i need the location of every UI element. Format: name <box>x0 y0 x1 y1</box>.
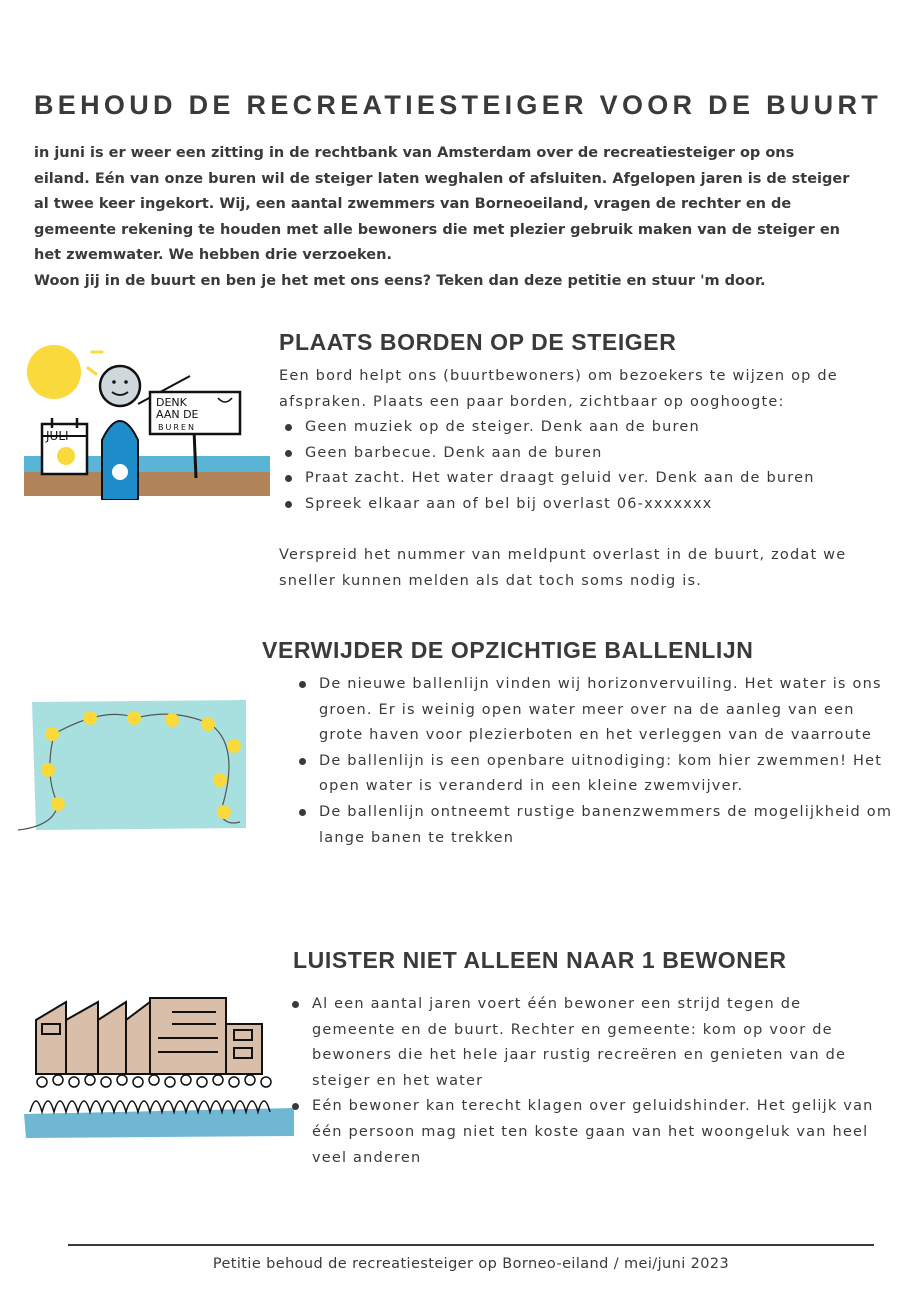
sign-line-3: BUREN <box>158 423 196 432</box>
houses <box>36 998 262 1074</box>
page-title: BEHOUD DE RECREATIESTEIGER VOOR DE BUURT <box>34 90 883 120</box>
intro-paragraph: in juni is er weer een zitting in de rechtbank van Amsterdam over de recreatiesteiger op ons eiland. Eén van onze buren wil de steiger laten weghalen of afsluiten. Afgelopen jaren is de steiger al twee keer ingekort. Wij, een aantal zwemmers van Borneoeiland, vragen de rechter en de gemeente rekening te houden met alle bewoners die met plezier gebruik maken van de steiger en het zwemwater. We hebben drie verzoeken. <box>34 145 850 264</box>
section3-body <box>286 992 886 1171</box>
intro-call-to-action: Woon jij in de buurt en ben je het met ons eens? Teken dan deze petitie en stuur 'm door. <box>34 272 766 289</box>
steiger-sign-illustration <box>22 340 272 500</box>
section1-title: PLAATS BORDEN OP DE STEIGER <box>279 329 677 355</box>
sun-icon <box>27 345 81 399</box>
section1-outro: Verspreid het nummer van meldpunt overlast in de buurt, zodat we sneller kunnen melden als dat toch soms nodig is. <box>279 547 847 589</box>
footer-divider <box>68 1244 874 1246</box>
section2-body <box>293 672 903 851</box>
section1-bullet-list <box>279 415 899 517</box>
list-item: De nieuwe ballenlijn vinden wij horizonvervuiling. Het water is ons groen. Er is weinig open water meer over na de aanleg van een grote haven voor plezierboten en het verleggen van de vaarroute <box>293 672 903 749</box>
section3-bullet-list <box>286 992 886 1171</box>
sign-line-2: AAN DE <box>156 408 199 421</box>
sign-line-1: DENK <box>156 396 187 409</box>
section3-title: LUISTER NIET ALLEEN NAAR 1 BEWONER <box>293 947 787 973</box>
calendar-label: JULI <box>46 429 69 443</box>
section1-intro: Een bord helpt ons (buurtbewoners) om bezoekers te wijzen op de afspraken. Plaats een paar borden, zichtbaar op ooghoogte: <box>279 368 838 410</box>
list-item: Eén bewoner kan terecht klagen over geluidshinder. Het gelijk van één persoon mag niet ten koste gaan van het woongeluk van heel veel anderen <box>286 1094 886 1171</box>
list-item: Al een aantal jaren voert één bewoner een strijd tegen de gemeente en de buurt. Rechter en gemeente: kom op voor de bewoners die het hele jaar rustig recreëren en genieten van de steiger en het water <box>286 992 886 1094</box>
intro-text <box>34 141 854 295</box>
list-item: De ballenlijn is een openbare uitnodiging: kom hier zwemmen! Het open water is veranderd in een kleine zwemvijver. <box>293 749 903 800</box>
crowd <box>30 1075 271 1112</box>
section1-body <box>279 364 899 594</box>
list-item: Geen muziek op de steiger. Denk aan de buren <box>279 415 899 441</box>
section2-title: VERWIJDER DE OPZICHTIGE BALLENLIJN <box>262 637 754 663</box>
section2-bullet-list <box>293 672 903 851</box>
list-item: Spreek elkaar aan of bel bij overlast 06-xxxxxxx <box>279 492 899 518</box>
list-item: Praat zacht. Het water draagt geluid ver. Denk aan de buren <box>279 466 899 492</box>
list-item: Geen barbecue. Denk aan de buren <box>279 441 899 467</box>
neighbourhood-crowd-illustration <box>22 990 298 1140</box>
footer-text: Petitie behoud de recreatiesteiger op Borneo-eiland / mei/juni 2023 <box>212 1256 730 1272</box>
calendar-icon <box>42 418 87 474</box>
list-item: De ballenlijn ontneemt rustige banenzwemmers de mogelijkheid om lange banen te trekken <box>293 800 903 851</box>
buoy-line-illustration <box>14 696 254 836</box>
